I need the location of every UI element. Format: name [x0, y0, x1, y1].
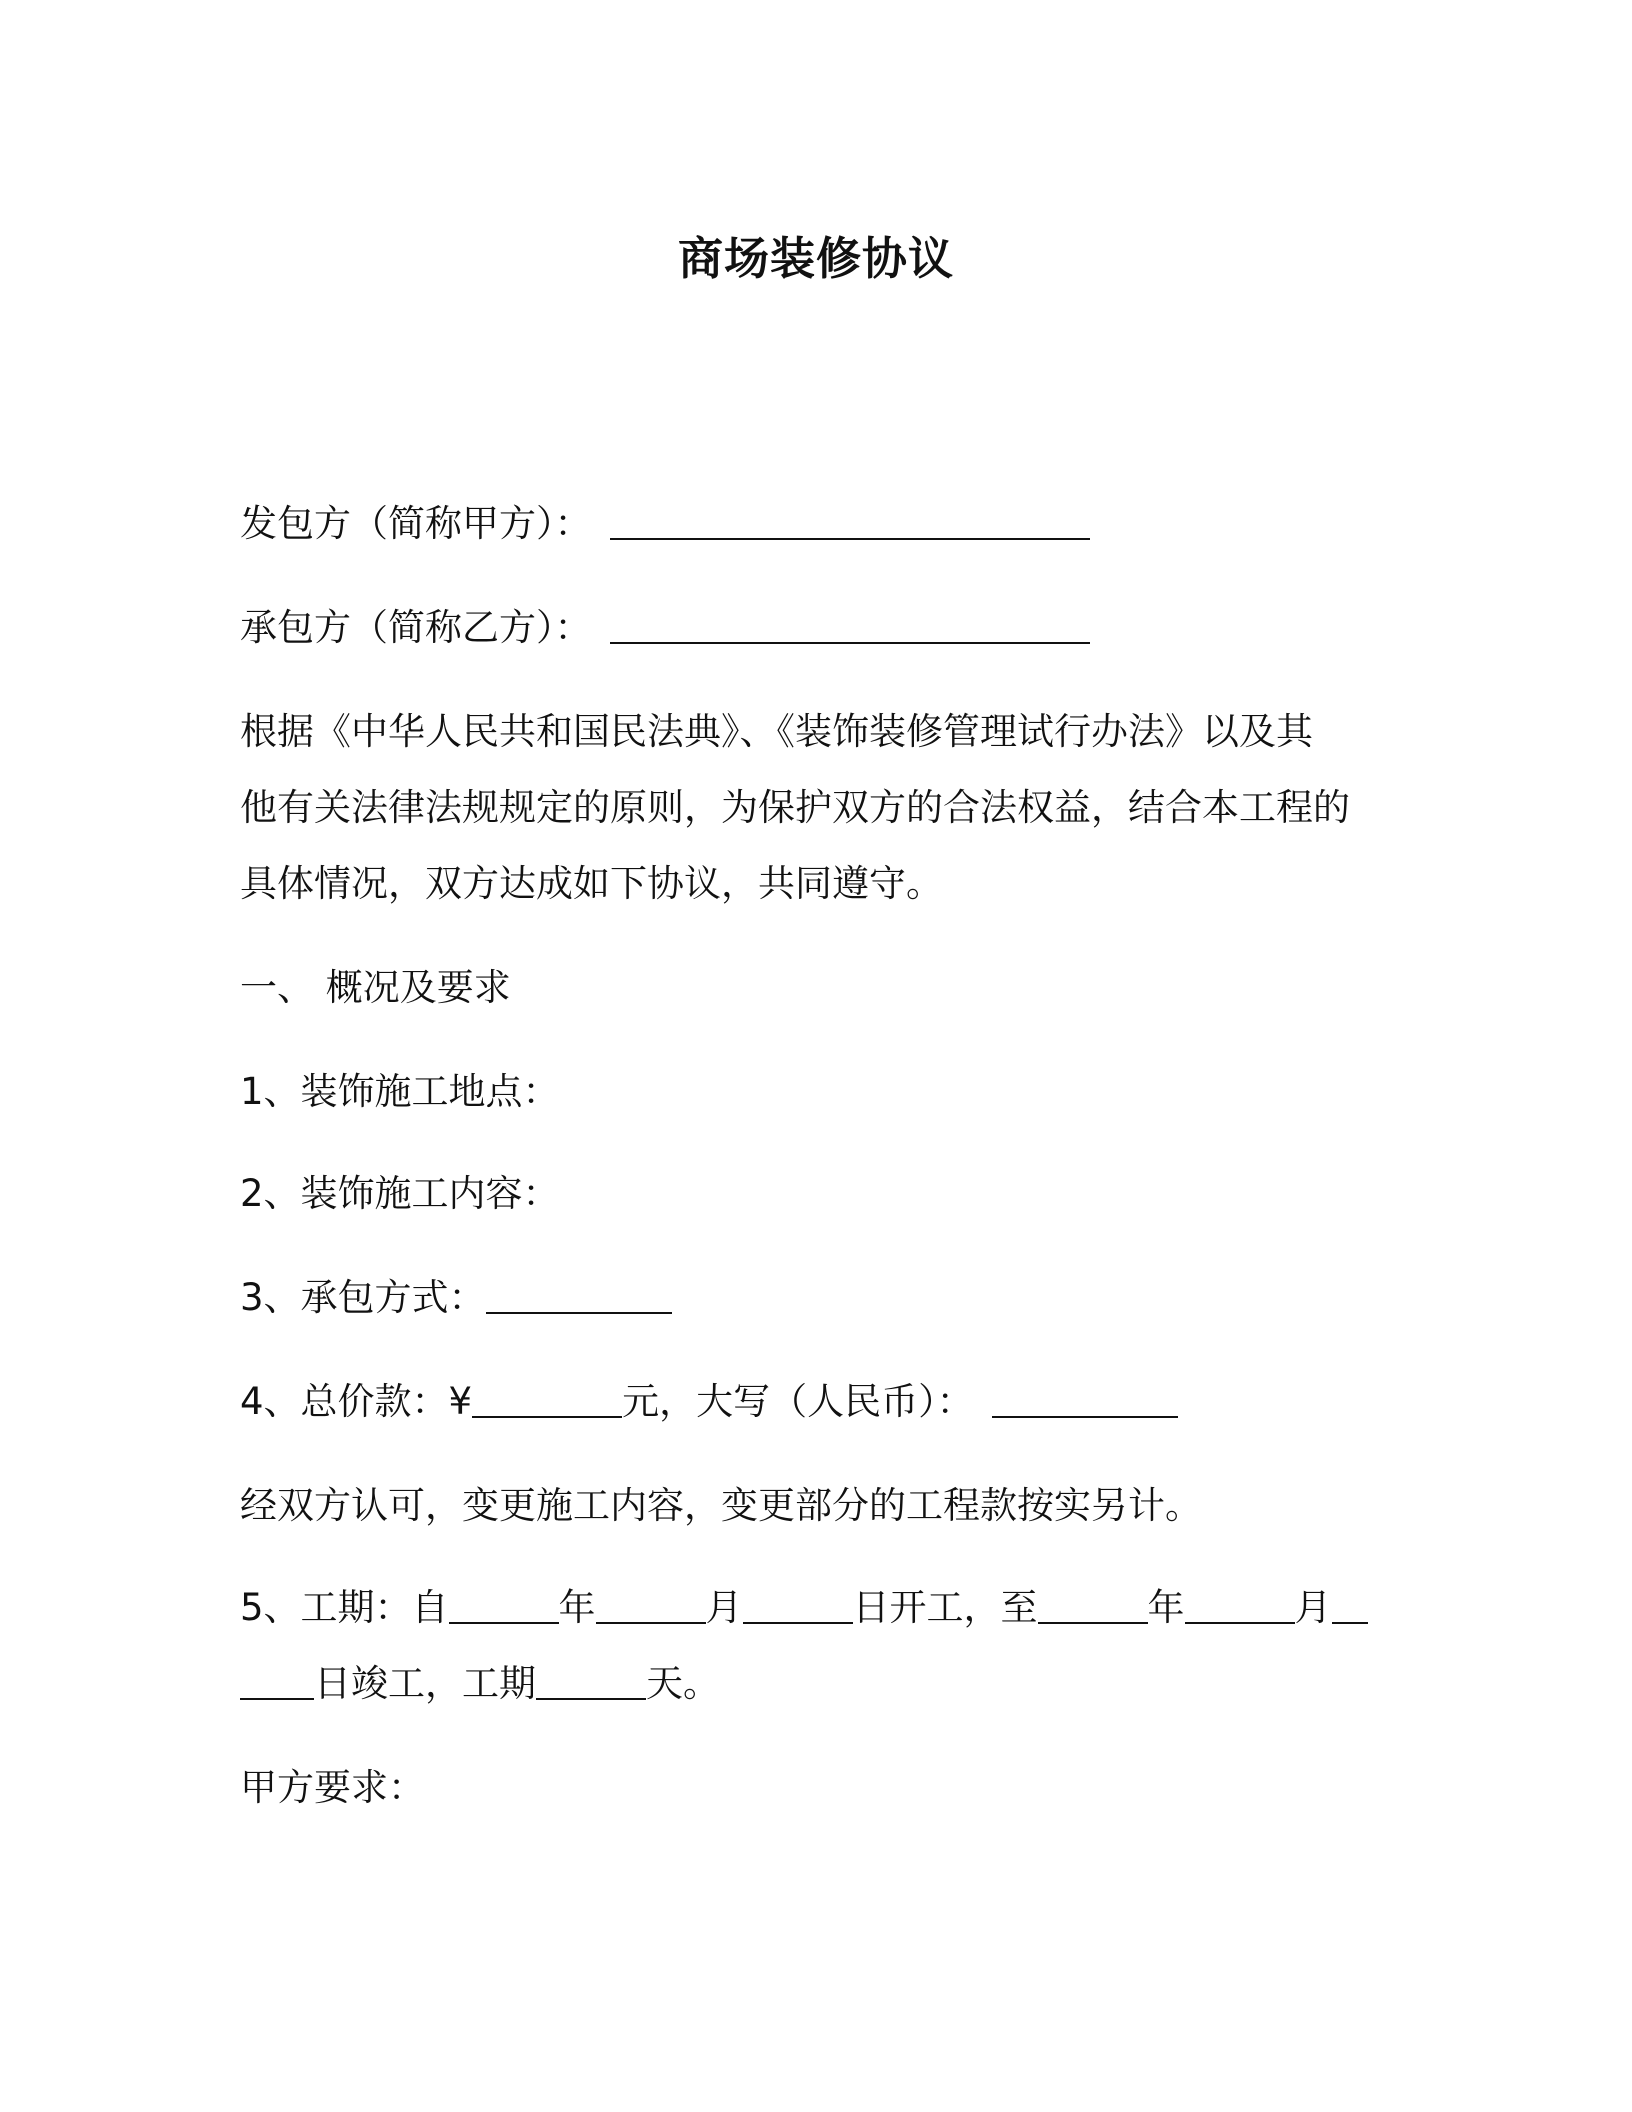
- start-day-label: 日开工，至: [852, 1586, 1038, 1629]
- item-3-line: [240, 1274, 672, 1322]
- start-year-label: 年: [558, 1586, 596, 1629]
- party-a-line: [240, 500, 1090, 548]
- item-5-line-2: [240, 1660, 720, 1708]
- item-5-line-1: [240, 1584, 1368, 1632]
- end-day-blank-part-1[interactable]: [1332, 1586, 1368, 1624]
- duration-days-label: 天。: [646, 1662, 720, 1705]
- end-month-label: 月: [1294, 1586, 1332, 1629]
- end-day-blank-part-2[interactable]: [240, 1662, 314, 1700]
- start-month-label: 月: [705, 1586, 743, 1629]
- section-heading: 一、 概况及要求: [240, 966, 511, 1009]
- start-day-blank[interactable]: [743, 1586, 853, 1624]
- start-month-blank[interactable]: [596, 1586, 706, 1624]
- end-year-blank[interactable]: [1038, 1586, 1148, 1624]
- item-2-content: 2、装饰施工内容：: [240, 1172, 560, 1215]
- page-title: 商场装修协议: [677, 232, 954, 285]
- intro-line-1: 根据《中华人民共和国民法典》、《装饰装修管理试行办法》以及其: [240, 710, 1313, 753]
- party-a-requirements: 甲方要求：: [240, 1766, 425, 1809]
- item-4-yuan-label: 元，大写（人民币）：: [622, 1380, 974, 1423]
- item-5-prefix: 5、工期：自: [240, 1586, 449, 1629]
- change-note: 经双方认可，变更施工内容，变更部分的工程款按实另计。: [240, 1484, 1202, 1527]
- item-4-line: [240, 1378, 1178, 1426]
- end-year-label: 年: [1147, 1586, 1185, 1629]
- end-month-blank[interactable]: [1185, 1586, 1295, 1624]
- start-year-blank[interactable]: [449, 1586, 559, 1624]
- price-capital-blank[interactable]: [992, 1380, 1178, 1418]
- party-a-blank[interactable]: [610, 502, 1090, 540]
- price-amount-blank[interactable]: [472, 1380, 622, 1418]
- item-4-prefix: 4、总价款：¥: [240, 1380, 473, 1423]
- duration-days-blank[interactable]: [536, 1662, 646, 1700]
- item-1-location: 1、装饰施工地点：: [240, 1070, 560, 1113]
- party-b-blank[interactable]: [610, 606, 1090, 644]
- contract-method-blank[interactable]: [486, 1276, 672, 1314]
- item-3-label: 3、承包方式：: [240, 1276, 486, 1319]
- end-day-label: 日竣工，工期: [314, 1662, 536, 1705]
- intro-line-3: 具体情况，双方达成如下协议，共同遵守。: [240, 862, 943, 905]
- party-b-line: [240, 604, 1090, 652]
- intro-line-2: 他有关法律法规规定的原则，为保护双方的合法权益，结合本工程的: [240, 786, 1350, 829]
- party-a-label: 发包方（简称甲方）：: [240, 502, 592, 545]
- party-b-label: 承包方（简称乙方）：: [240, 606, 592, 649]
